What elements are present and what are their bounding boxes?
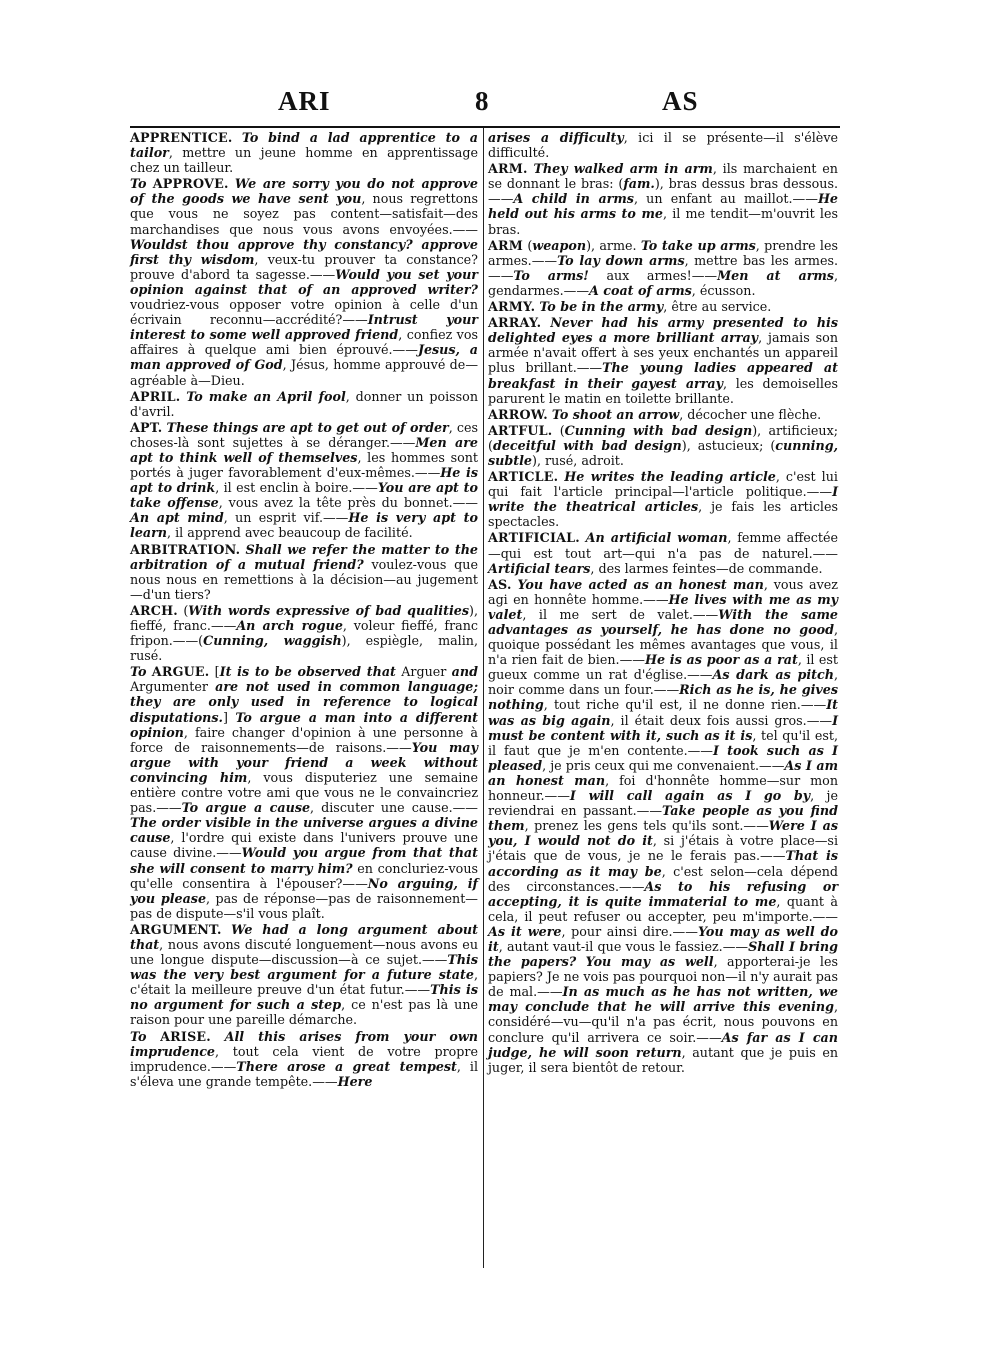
running-header (130, 86, 840, 126)
entry-arch: ARCH. (With words expressive of bad qualities), fieffé, franc.——An arch rogue, voleur fieffé, franc fripon.——(Cunning, waggish), espiègle, malin, rusé. (130, 602, 478, 664)
right-column (488, 130, 838, 1076)
header-right-guideword: AS (662, 86, 699, 116)
entry-array: ARRAY. Never had his army presented to his delighted eyes a more brilliant array, jamais son armée n'avait offert à ses yeux enchantés un appareil plus brillant.——The young ladies appeared at breakfast in their gayest array, les demoiselles parurent le matin en toilette brillante. (488, 315, 838, 406)
entry-arrow: ARROW. To shoot an arrow, décocher une flèche. (488, 406, 822, 422)
entry-approve: To APPROVE. We are sorry you do not approve of the goods we have sent you, nous regrettons que vous ne soyez pas content—satisfait—des marchandises que nous vous avons envoyées.——Wouldst thou approve thy constancy? approve first thy wisdom, veux-tu prouver ta constance? prouve d'abord ta sagesse.——Would you set your opinion against that of an approved writer? voudriez-vous opposer votre opinion à celle d'un écrivain reconnu—accrédité?——Intrust your interest to some well approved friend, confiez vos affaires à quelque ami bien éprouvé.——Jesus, a man approved of God, Jésus, homme approuvé de—agréable à—Dieu. (130, 176, 479, 388)
left-column (130, 130, 478, 1090)
header-left-guideword: ARI (278, 86, 331, 116)
entry-argue: To ARGUE. [It is to be observed that Arguer and Argumenter are not used in common language; they are only used in reference to logical disputations.] To argue a man into a different opinion, faire changer d'opinion à une personne à force de raisonnements—de raisons.——You may argue with your friend a week without convincing him, vous disputeriez une semaine entière contre votre ami que vous ne le convaincriez pas.——To argue a cause, discuter une cause.——The order visible in the universe argues a divine cause, l'ordre qui existe dans l'univers prouve une cause divine.——Would you argue from that that she will consent to marry him? en concluriez-vous qu'elle consentira à l'épouser?——No arguing, if you please, pas de réponse—pas de raisonnement—pas de dispute—s'il vous plaît. (130, 664, 479, 921)
entry-april: APRIL. To make an April fool, donner un poisson d'avril. (130, 388, 478, 419)
page-number: 8 (475, 86, 490, 116)
entry-apprentice: APPRENTICE. To bind a lad apprentice to a tailor, mettre un jeune homme en apprentissage chez un tailleur. (130, 130, 478, 176)
entry-arm-weapon: ARM (weapon), arme. To take up arms, prendre les armes.——To lay down arms, mettre bas les armes.——To arms! aux armes!——Men at arms, gendarmes.——A coat of arms, écusson. (488, 237, 838, 298)
entry-apt: APT. These things are apt to get out of order, ces choses-là sont sujettes à se déranger.——Men are apt to think well of themselves, les hommes sont portés à juger favorablement d'eux-mêmes.——He is apt to drink, il est enclin à boire.——You are apt to take offense, vous avez la tête près du bonnet.——An apt mind, un esprit vif.——He is very apt to learn, il apprend avec beaucoup de facilité. (130, 419, 479, 541)
entry-artificial: ARTIFICIAL. An artificial woman, femme affectée—qui est tout art—qui n'a pas de naturel.——Artificial tears, des larmes feintes—de commande. (488, 530, 838, 576)
entry-argument: ARGUMENT. We had a long argument about that, nous avons discuté longuement—nous avons eu une longue dispute—discussion—à ce sujet.——This was the very best argument for a future state, c'était la meilleure preuve d'un état futur.——This is no argument for such a step, ce n'est pas là une raison pour une pareille démarche. (130, 921, 479, 1028)
entry-arise-continued: arises a difficulty, ici il se présente—il s'élève difficulté. (488, 130, 838, 161)
entry-as: AS. You have acted as an honest man, vous avez agi en honnête homme.——He lives with me as my valet, il me sert de valet.——With the same advantages as yourself, he has done no good, quoique possédant les mêmes avantages que vous, il n'a rien fait de bien.——He is as poor as a rat, il est gueux comme un rat d'église.——As dark as pitch, noir comme dans un four.——Rich as he is, he gives nothing, tout riche qu'il est, il ne donne rien.——It was as big again, il était deux fois aussi gros.——I must be content with it, such as it is, tel qu'il est, il faut que je m'en contente.——I took such as I pleased, je pris ceux qui me convenaient.——As I am an honest man, foi d'honnête homme—sur mon honneur.——I will call again as I go by, je reviendrai en passant.——Take people as you find them, prenez les gens tels qu'ils sont.——Were I as you, I would not do it, si j'étais à votre place—si j'étais que de vous, je ne le ferais pas.——That is according as it may be, c'est selon—cela dépend des circonstances.——As to his refusing or accepting, it is quite immaterial to me, quant à cela, il peut refuser ou accepter, peu m'importe.——As it were, pour ainsi dire.——You may as well do it, autant vaut-il que vous le fassiez.——Shall I bring the papers? You may as well, apporterai-je les papiers? Je ne vois pas pourquoi non—il n'y aurait pas de mal.——In as much as he has not written, we may conclude that he will arrive this evening, considéré—vu—qu'il n'a pas écrit, nous pouvons en conclure qu'il arrivera ce soir.——As far as I can judge, he will soon return, autant que je puis en juger, il sera bientôt de retour. (488, 576, 839, 1075)
entry-arbitration: ARBITRATION. Shall we refer the matter to the arbitration of a mutual friend? voulez-vous que nous nous en remettions à la décision—au jugement—d'un tiers? (130, 541, 478, 602)
entry-arm: ARM. They walked arm in arm, ils marchaient en se donnant le bras: (fam.), bras dessus bras dessous.——A child in arms, un enfant au maillot.——He held out his arms to me, il me tendit—m'ouvrit les bras. (488, 161, 838, 237)
entry-arise: To ARISE. All this arises from your own imprudence, tout cela vient de votre propre imprudence.——There arose a great tempest, il s'éleva une grande tempête.——Here (130, 1028, 478, 1089)
entry-article: ARTICLE. He writes the leading article, c'est lui qui fait l'article principal—l'article politique.——I write the theatrical articles, je fais les articles spectacles. (488, 469, 839, 530)
header-rule (130, 126, 840, 128)
entry-army: ARMY. To be in the army, être au service. (488, 299, 772, 315)
entry-artful: ARTFUL. (Cunning with bad design), artificieux; (deceitful with bad design), astucieux; (cunning, subtle), rusé, adroit. (488, 422, 839, 468)
column-divider (483, 128, 484, 1268)
